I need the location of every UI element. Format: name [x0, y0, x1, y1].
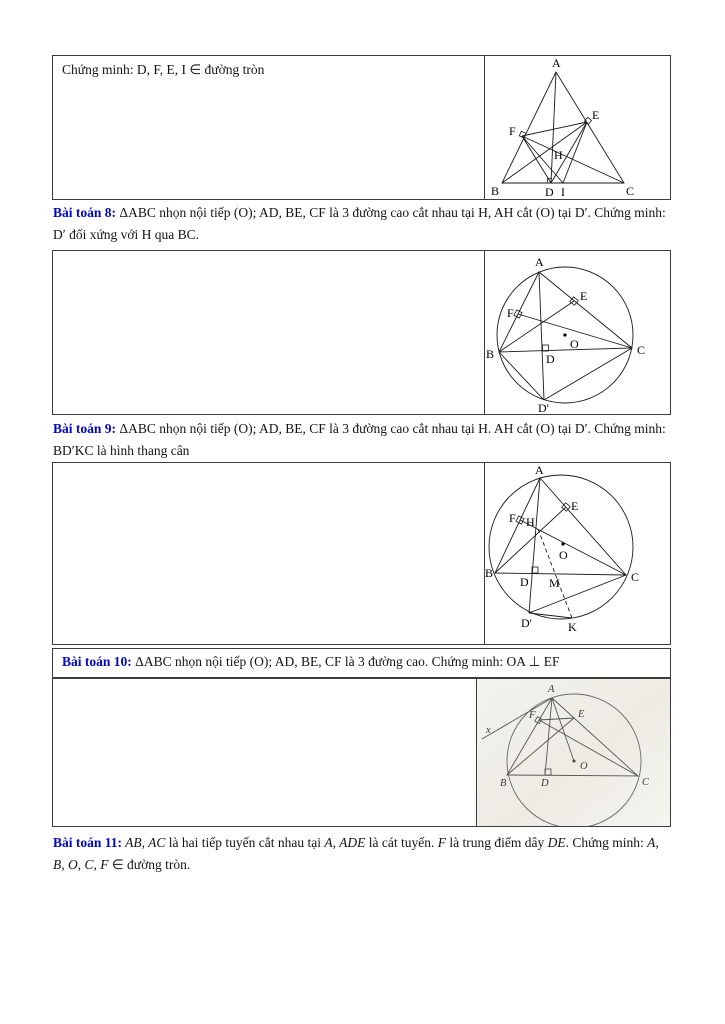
point-label-A: A [535, 463, 544, 477]
point-label-Dprime: D' [521, 616, 532, 630]
empty-cell-3 [53, 463, 485, 644]
problem-9-box [52, 462, 671, 645]
right-angle-marks [516, 503, 570, 573]
segment-CF [539, 720, 638, 776]
point-label-E: E [592, 108, 600, 122]
problem-10-box [52, 678, 671, 827]
point-label-C: C [642, 777, 650, 788]
problem-11-text-5: ∈ đường tròn. [108, 856, 191, 872]
diagram-tangent-OA-EF [477, 679, 669, 826]
point-label-A: A [548, 684, 555, 695]
problem-8-text: ΔABC nhọn nội tiếp (O); AD, BE, CF là 3 đường cao cắt nhau tại H, AH cắt (O) tại D′. Chứng minh: D′ đối xứng với H qua BC. [53, 205, 666, 242]
point-label-D: D [546, 352, 555, 366]
center-O-dot [573, 760, 576, 763]
point-label-A: A [552, 56, 561, 70]
diagram-cell-4 [477, 679, 670, 826]
segment-EF [539, 718, 574, 720]
diagram-cell-1 [485, 56, 670, 199]
point-label-C: C [637, 343, 646, 357]
problem-11-text-1: là hai tiếp tuyến cắt nhau tại [165, 835, 325, 850]
problem-11-text-2: là cát tuyến. [365, 835, 438, 850]
point-label-D: D [545, 185, 554, 199]
point-label-O: O [580, 761, 588, 772]
point-label-A: A [535, 255, 544, 269]
segment-AD-Dprime [539, 272, 544, 400]
center-O-dot [561, 542, 564, 545]
problem-11-label: Bài toán 11: [53, 835, 123, 850]
point-label-E: E [571, 499, 579, 513]
empty-cell-5 [53, 679, 477, 826]
segment-CF [522, 136, 624, 183]
point-label-O: O [570, 337, 579, 351]
segment-AD [551, 72, 556, 183]
point-label-H: H [554, 148, 563, 162]
label-x: x [486, 725, 491, 736]
problem-11-text-4: . Chứng minh: [565, 835, 648, 850]
segment-Dprime-K [529, 613, 572, 618]
problem-8-label: Bài toán 8: [53, 205, 117, 220]
point-label-D: D [520, 575, 529, 589]
triangle-and-cevians [482, 698, 638, 776]
diagram-cell-2 [485, 251, 670, 414]
tangent-line-x [482, 698, 552, 739]
problem-11-math-3: F [437, 835, 446, 850]
segment-B-Dprime [499, 352, 544, 400]
point-label-F: F [507, 306, 514, 320]
point-label-F: F [529, 710, 536, 721]
point-label-F: F [509, 124, 516, 138]
point-label-I: I [561, 185, 565, 199]
point-label-F: F [509, 511, 516, 525]
empty-cell-2 [53, 251, 485, 414]
problem-9 [53, 418, 671, 461]
problem-10-row [52, 648, 671, 678]
segment-C-Dprime [544, 348, 632, 400]
point-label-Dprime: D' [538, 401, 549, 414]
diagram3-labels [485, 463, 639, 634]
problem-8-box [52, 250, 671, 415]
diagram-reflection-Dprime [485, 251, 670, 414]
point-label-K: K [568, 620, 577, 634]
problem-8 [53, 202, 671, 245]
problem-7-box [52, 55, 671, 200]
proof-statement: Chứng minh: D, F, E, I ∈ đường tròn [62, 62, 265, 77]
point-label-E: E [580, 289, 588, 303]
problem-11-math-2: A, ADE [324, 835, 366, 850]
point-label-C: C [631, 570, 640, 584]
problem-11-math-5: A, B, O, C, F [53, 835, 659, 872]
diagram-trapezoid-BDKC [485, 463, 670, 644]
segment-C-Dprime [529, 575, 626, 613]
diagram-cell-3 [485, 463, 670, 644]
point-label-B: B [491, 184, 500, 198]
statement-cell [53, 56, 485, 199]
problem-9-text: ΔABC nhọn nội tiếp (O); AD, BE, CF là 3 đường cao cắt nhau tại H. AH cắt (O) tại D′. Chứng minh: BD′KC là hình thang cân [53, 421, 666, 458]
point-label-B: B [485, 566, 494, 580]
point-label-B: B [500, 778, 507, 789]
circumcircle [489, 475, 633, 619]
point-label-C: C [626, 184, 635, 198]
problem-11-math-4: DE [547, 835, 566, 850]
problem-10-label: Bài toán 10: [62, 654, 132, 669]
triangle-ABC [499, 272, 632, 352]
problem-11-text-3: là trung điểm dây [445, 835, 548, 850]
segment-AD [545, 698, 552, 775]
point-label-M: M [549, 576, 560, 590]
point-label-D: D [541, 778, 549, 789]
point-label-H: H [526, 515, 535, 529]
point-label-E: E [578, 709, 585, 720]
point-label-B: B [486, 347, 495, 361]
problem-9-label: Bài toán 9: [53, 421, 117, 436]
triangle-ABC [507, 698, 638, 776]
triangle-and-cevians [502, 72, 624, 183]
problem-10-text: ΔABC nhọn nội tiếp (O); AD, BE, CF là 3 đường cao. Chứng minh: OA ⊥ EF [131, 654, 560, 669]
center-O-dot [563, 333, 566, 336]
problem-11-math-1: AB, AC [122, 835, 166, 850]
point-label-O: O [559, 548, 568, 562]
problem-11 [53, 832, 671, 875]
diagram-concyclic-DFEI [485, 56, 670, 199]
